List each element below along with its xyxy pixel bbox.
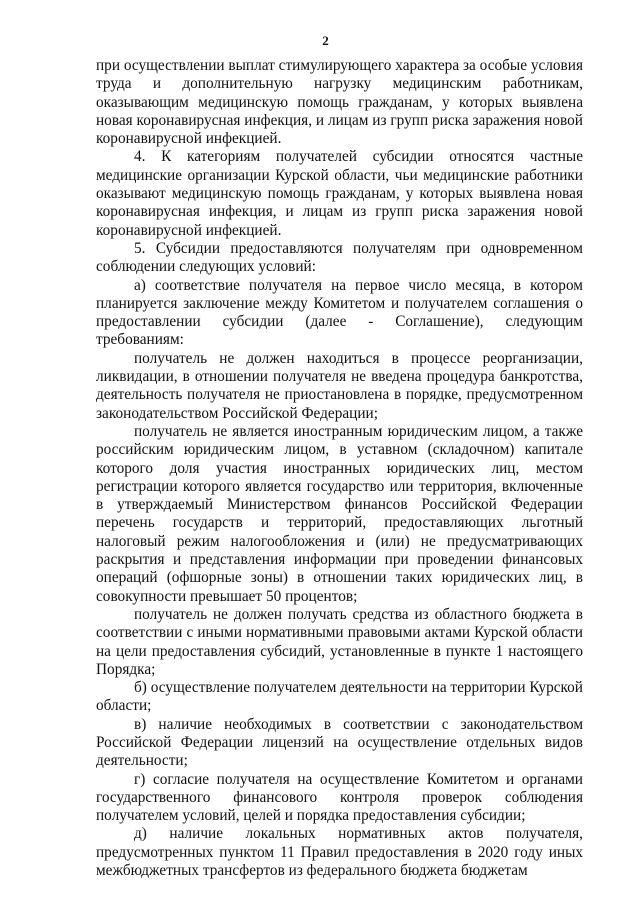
paragraph: при осуществлении выплат стимулирующего характера за особые условия труда и дополнительную нагрузку медицинским работникам, оказывающим медицинскую помощь гражданам, у которых выявлена новая коронавирусная инфекция, и лицам из групп риска заражения новой коронавирусной инфекцией. (96, 57, 583, 148)
requirement-foreign-entity: получатель не является иностранным юридическим лицом, а также российским юридическим лицом, в уставном (складочном) капитале которого доля участия иностранных юридических лиц, местом регистрации которого является государство или территория, включенные в утверждаемый Министерством финансов Российской Федерации перечень государств и территорий, предоставляющих льготный налоговый режим налогообложения и (или) не предусматривающих раскрытия и представления информации при проведении финансовых операций (офшорные зоны) в отношении таких юридических лиц, в совокупности превышает 50 процентов; (96, 422, 583, 605)
subitem-d: д) наличие локальных нормативных актов получателя, предусмотренных пунктом 11 Правил предоставления в 2020 году иных межбюджетных трансфертов из федерального бюджета бюджетам (96, 825, 583, 880)
subitem-v: в) наличие необходимых в соответствии с законодательством Российской Федерации лицензий на осуществление отдельных видов деятельности; (96, 715, 583, 770)
requirement-reorganization: получатель не должен находиться в процессе реорганизации, ликвидации, в отношении получателя не введена процедура банкротства, деятельность получателя не приостановлена в порядке, предусмотренном законодательством Российской Федерации; (96, 349, 583, 422)
requirement-other-funds: получатель не должен получать средства из областного бюджета в соответствии с иными нормативными правовыми актами Курской области на цели предоставления субсидий, установленные в пункте 1 настоящего Порядка; (96, 605, 583, 678)
subitem-g: г) согласие получателя на осуществление Комитетом и органами государственного финансового контроля проверок соблюдения получателем условий, целей и порядка предоставления субсидии; (96, 770, 583, 825)
subitem-b: б) осуществление получателем деятельности на территории Курской области; (96, 679, 583, 715)
paragraph-item-5: 5. Субсидии предоставляются получателям при одновременном соблюдении следующих условий: (96, 239, 583, 276)
paragraph-item-4: 4. К категориям получателей субсидии относятся частные медицинские организации Курской области, чьи медицинские работники оказывают медицинскую помощь гражданам, у которых выявлена новая коронавирусная инфекция, и лицам из групп риска заражения новой коронавирусной инфекцией. (96, 148, 583, 239)
page-number: 2 (322, 33, 329, 48)
document-body (96, 57, 583, 880)
subitem-a: а) соответствие получателя на первое число месяца, в котором планируется заключение между Комитетом и получателем соглашения о предоставлении субсидии (далее - Соглашение), следующим требованиям: (96, 276, 583, 349)
